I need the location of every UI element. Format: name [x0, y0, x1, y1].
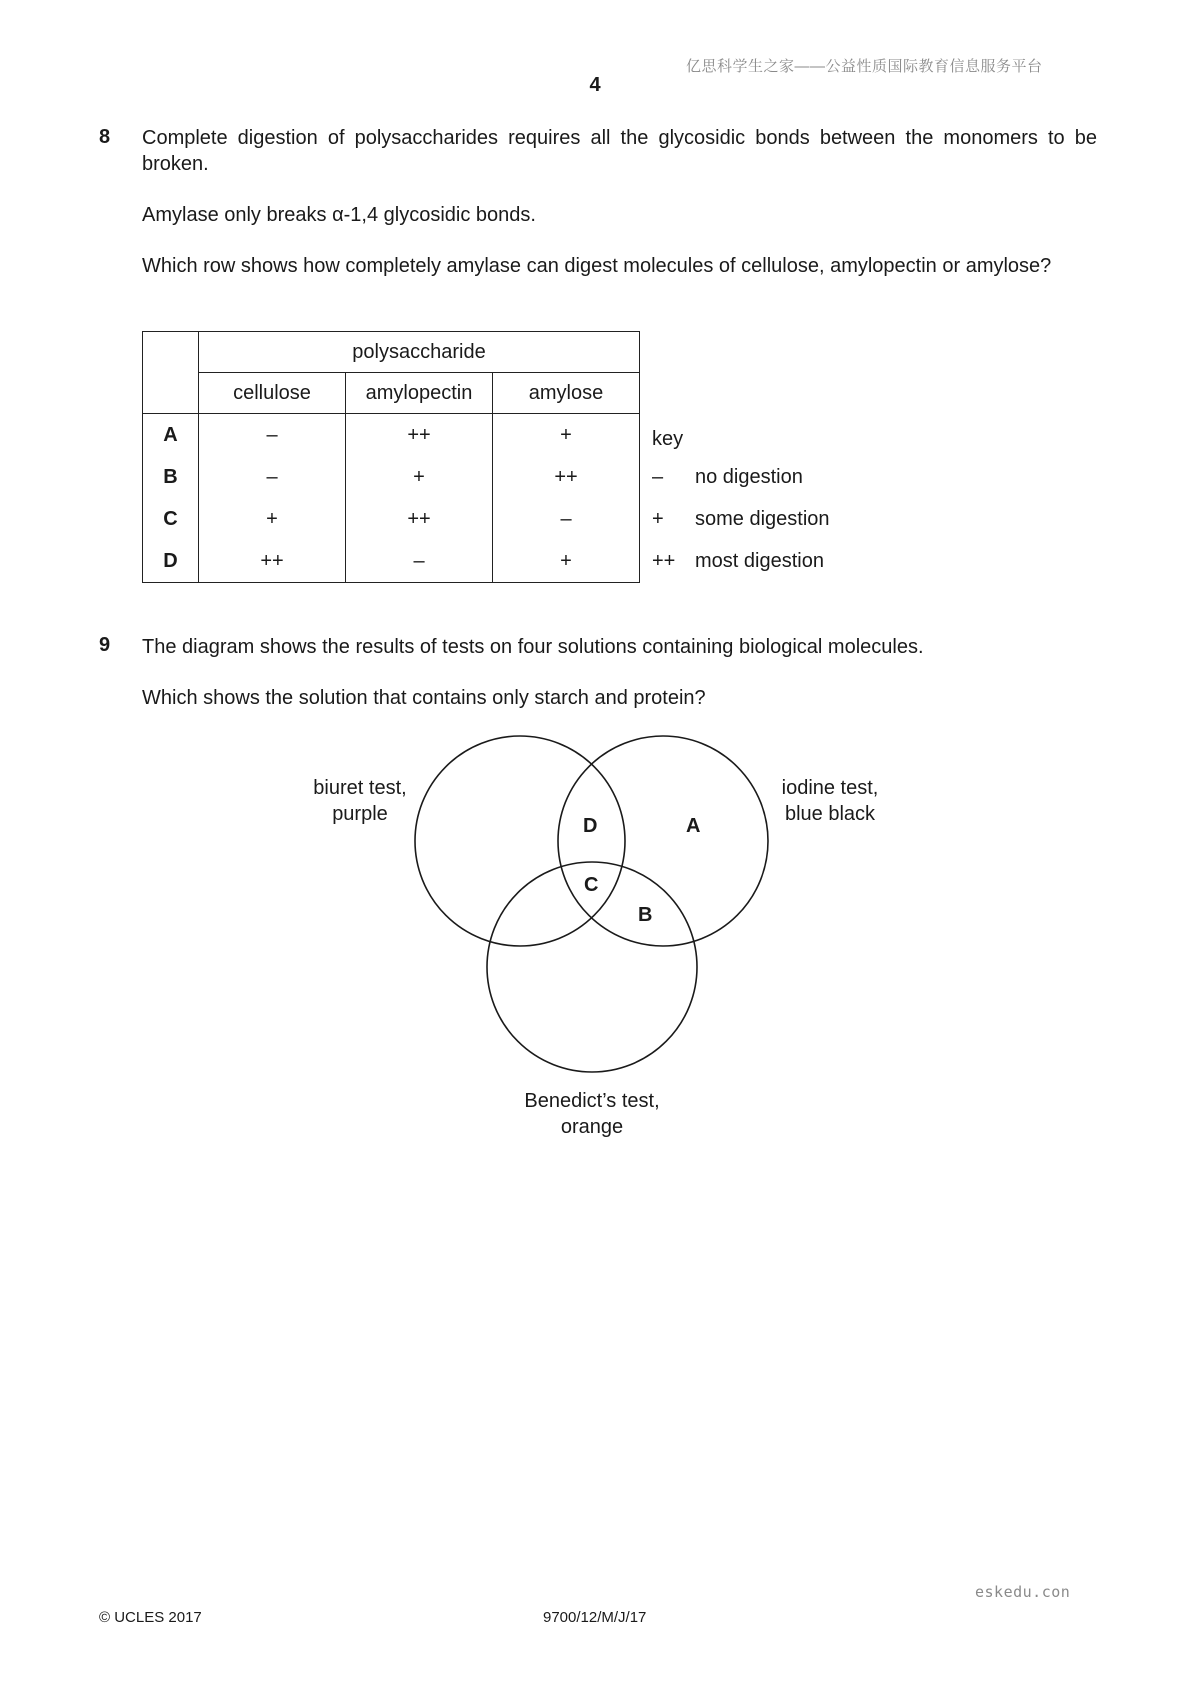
cell-amylose: + [493, 414, 640, 457]
key-meaning: most digestion [695, 550, 824, 572]
biuret-label [290, 775, 430, 827]
iodine-label-line1: iodine test, [781, 777, 879, 799]
row-letter: A [143, 414, 199, 457]
cell-cellulose: + [199, 498, 346, 540]
question-8-fact: Amylase only breaks α-1,4 glycosidic bonds. [142, 204, 536, 226]
benedict-label [492, 1088, 692, 1140]
biuret-circle [415, 736, 625, 946]
key-symbol: ++ [652, 550, 676, 572]
iodine-label [760, 775, 900, 827]
table-group-header: polysaccharide [199, 332, 640, 373]
key-symbol: – [652, 466, 664, 488]
cell-amylopectin: ++ [346, 498, 493, 540]
benedict-label-line1: Benedict’s test, [524, 1090, 660, 1112]
iodine-label-line2: blue black [784, 803, 876, 825]
cell-amylose: + [493, 540, 640, 583]
biuret-label-line2: purple [332, 803, 388, 825]
column-header-cellulose: cellulose [199, 373, 346, 414]
region-b: B [638, 904, 653, 926]
biuret-label-line1: biuret test, [313, 777, 407, 799]
key-symbol: + [652, 508, 664, 530]
key-meaning: no digestion [695, 466, 803, 488]
footer-code: 9700/12/M/J/17 [543, 1609, 647, 1626]
region-d: D [583, 815, 598, 837]
footer-copyright: © UCLES 2017 [99, 1609, 202, 1626]
key-title: key [652, 428, 684, 450]
question-9-number: 9 [99, 634, 111, 656]
row-letter: B [143, 456, 199, 498]
row-letter: C [143, 498, 199, 540]
key-meaning: some digestion [695, 508, 830, 530]
region-a: A [686, 815, 701, 837]
cell-amylopectin: ++ [346, 414, 493, 457]
column-header-amylose: amylose [493, 373, 640, 414]
benedict-label-line2: orange [560, 1116, 624, 1138]
cell-amylose: – [493, 498, 640, 540]
question-8-question: Which row shows how completely amylase can digest molecules of cellulose, amylopectin or amylose? [142, 255, 1052, 277]
question-8-number: 8 [99, 126, 111, 148]
question-8-intro: Complete digestion of polysaccharides requires all the glycosidic bonds between the monomers to be broken. [142, 127, 1097, 175]
region-c: C [584, 874, 599, 896]
footer-watermark: eskedu.con [975, 1583, 1071, 1601]
cell-cellulose: – [199, 414, 346, 457]
question-9-intro: The diagram shows the results of tests on four solutions containing biological molecules. [142, 636, 924, 658]
cell-amylopectin: – [346, 540, 493, 583]
header-watermark: 亿思科学生之家——公益性质国际教育信息服务平台 [686, 58, 1043, 75]
iodine-circle [558, 736, 768, 946]
question-9-question: Which shows the solution that contains only starch and protein? [142, 687, 706, 709]
cell-amylose: ++ [493, 456, 640, 498]
row-letter: D [143, 540, 199, 583]
page-number: 4 [589, 74, 601, 96]
cell-cellulose: ++ [199, 540, 346, 583]
cell-cellulose: – [199, 456, 346, 498]
column-header-amylopectin: amylopectin [346, 373, 493, 414]
cell-amylopectin: + [346, 456, 493, 498]
